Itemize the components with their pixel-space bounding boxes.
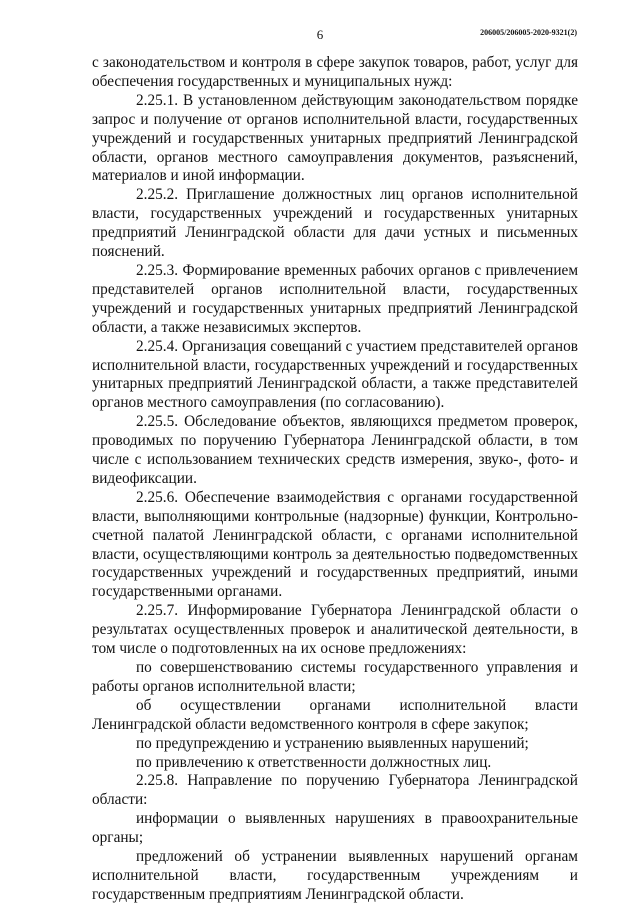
document-body [92,54,578,905]
page-number: 6 [316,27,324,42]
list-item-improvement: по совершенствованию системы государственного управления и работы органов исполнительной власти; [92,659,578,695]
paragraph-2-25-3: 2.25.3. Формирование временных рабочих органов с привлечением представителей органов исполнительной власти, государственных учреждений и государственных унитарных предприятий Ленинградской области, а также независимых экспертов. [92,261,578,336]
paragraph-2-25-2: 2.25.2. Приглашение должностных лиц органов исполнительной власти, государственных учреждений и государственных унитарных предприятий Ленинградской области для дачи устных и письменных пояснений. [92,186,578,261]
list-item-procurement-control: об осуществлении органами исполнительной власти Ленинградской области ведомственного контроля в сфере закупок; [92,696,578,733]
paragraph-2-25-6: 2.25.6. Обеспечение взаимодействия с органами государственной власти, выполняющими контрольные (надзорные) функции, Контрольно-счетной палатой Ленинградской области, с органами исполнительной власти, осуществляющими контроль за деятельностью подведомственных государственных учреждений и государственных предприятий, иными государственными органами. [92,488,578,601]
list-item-responsibility: по привлечению к ответственности должностных лиц. [136,753,492,771]
list-item-law-enforcement: информации о выявленных нарушениях в правоохранительные органы; [92,810,578,847]
paragraph-2-25-7: 2.25.7. Информирование Губернатора Ленинградской области о результатах осуществленных проверок и аналитической деятельности, в том числе о подготовленных на их основе предложениях: [92,602,578,658]
paragraph-2-25-8: 2.25.8. Направление по поручению Губернатора Ленинградской области: [92,772,578,809]
paragraph-2-25-4: 2.25.4. Организация совещаний с участием представителей органов исполнительной власти, государственных учреждений и государственных унитарных предприятий Ленинградской области, а также представителей органов местного самоуправления (по согласованию). [92,337,578,412]
document-id: 206005/206005-2020-9321(2) [480,28,577,37]
paragraph-2-25-1: 2.25.1. В установленном действующим законодательством порядке запрос и получение от органов исполнительной власти, государственных учреждений и государственных унитарных предприятий Ленинградской области, органов местного самоуправления документов, разъяснений, материалов и иной информации. [92,91,578,185]
list-item-proposals: предложений об устранении выявленных нарушений органам исполнительной власти, государственным учреждениям и государственным предприятиям Ленинградской области. [92,848,578,903]
list-item-prevention: по предупреждению и устранению выявленных нарушений; [136,734,529,752]
paragraph-intro: с законодательством и контроля в сфере закупок товаров, работ, услуг для обеспечения государственных и муниципальных нужд: [92,54,578,90]
paragraph-2-25-5: 2.25.5. Обследование объектов, являющихся предметом проверок, проводимых по поручению Губернатора Ленинградской области, в том числе с использованием технических средств измерения, звуко-, фото- и видеофиксации. [92,413,578,487]
